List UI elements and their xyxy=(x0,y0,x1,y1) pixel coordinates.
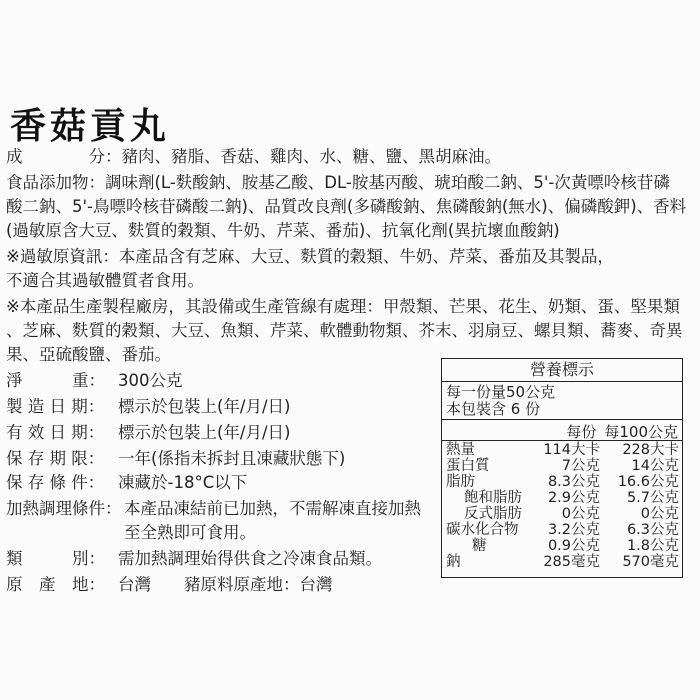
field-value: 本產品凍結前已加熱，不需解凍直接加熱 xyxy=(124,499,421,518)
nutrition-row xyxy=(442,539,682,555)
per-serving-value: 0.9公克 xyxy=(547,538,600,554)
manufacture-date-row xyxy=(6,396,291,418)
field-value: 標示於包裝上(年/月/日) xyxy=(118,423,291,442)
nutrition-row xyxy=(442,555,682,571)
heating-row-cont: 至全熟即可食用。 xyxy=(124,523,256,542)
field-value: 一年(係指未拆封且凍藏狀態下) xyxy=(118,449,346,468)
category-row xyxy=(6,548,382,570)
field-key: 有 效 日 期： xyxy=(6,423,105,442)
additives-line-1 xyxy=(6,172,670,194)
per-serving-value: 8.3公克 xyxy=(547,474,600,490)
field-key: 淨 重： xyxy=(6,371,105,390)
field-key: 類 別： xyxy=(6,549,105,568)
nutrient-name: 脂肪 xyxy=(446,474,475,490)
divider xyxy=(442,419,682,420)
additives-text-1: 調味劑(L-麩酸鈉、胺基乙酸、DL-胺基丙酸、琥珀酸二鈉、5'-次黃嘌呤核苷磷 xyxy=(105,173,670,192)
per-serving-value: 285毫克 xyxy=(543,554,600,570)
per-serving-value: 0公克 xyxy=(561,506,600,522)
nutrition-row xyxy=(442,491,682,507)
heating-row xyxy=(6,498,421,520)
facility-line-1: ※本產品生產製程廠房，其設備或生產管線有處理：甲殼類、芒果、花生、奶類、蛋、堅果類 xyxy=(6,297,680,316)
facility-line-3: 果、亞硫酸鹽、番茄。 xyxy=(6,345,171,364)
per-100g-value: 570毫克 xyxy=(622,554,679,570)
field-key: 製 造 日 期： xyxy=(6,397,105,416)
nutrition-table xyxy=(441,358,683,578)
field-value: 需加熱調理始得供食之冷凍食品類。 xyxy=(118,549,382,568)
facility-line-2: 、芝麻、麩質的穀類、大豆、魚類、芹菜、軟體動物類、芥末、羽扇豆、螺貝類、蕎麥、奇異 xyxy=(6,321,683,340)
per-100g-value: 16.6公克 xyxy=(617,474,679,490)
field-value: 標示於包裝上(年/月/日) xyxy=(118,397,291,416)
additives-key: 食品添加物： xyxy=(6,173,105,192)
nutrient-name: 糖 xyxy=(472,538,487,554)
nutrition-row xyxy=(442,507,682,523)
nutrient-name: 鈉 xyxy=(446,554,461,570)
field-key: 原 產 地： xyxy=(6,575,105,594)
additives-line-2: 酸二鈉、5'-鳥嘌呤核苷磷酸二鈉)、品質改良劑(多磷酸鈉、焦磷酸鈉(無水)、偏磷酸鉀)、香料 xyxy=(6,197,687,216)
storage-row xyxy=(6,472,247,494)
product-title: 香菇貢丸 xyxy=(10,105,171,147)
nutrition-row xyxy=(442,523,682,539)
origin-row xyxy=(6,574,333,596)
servings-per-pack: 本包裝含 6 份 xyxy=(446,400,541,418)
allergen-line-2: 不適合其過敏體質者食用。 xyxy=(6,271,204,290)
serving-size: 每一份量50公克 xyxy=(446,383,556,401)
nutrition-heading: 營養標示 xyxy=(442,359,682,382)
nutrition-row xyxy=(442,443,682,459)
col-per-serving: 每份 xyxy=(566,423,597,441)
per-100g-value: 0公克 xyxy=(640,506,679,522)
column-headers xyxy=(558,421,678,442)
per-100g-value: 14公克 xyxy=(631,458,679,474)
ingredients-key: 成 分： xyxy=(6,147,122,166)
shelf-life-row xyxy=(6,448,345,470)
net-weight-row xyxy=(6,370,183,392)
field-key: 保 存 期 限： xyxy=(6,449,105,468)
allergen-line-1: ※過敏原資訊：本產品含有芝麻、大豆、麩質的穀類、牛奶、芹菜、番茄及其製品， xyxy=(6,247,614,266)
additives-line-3: (過敏原含大豆、麩質的穀類、牛奶、芹菜、番茄)、抗氧化劑(異抗壞血酸鈉) xyxy=(6,221,560,240)
nutrient-name: 蛋白質 xyxy=(446,458,490,474)
ingredients-line xyxy=(6,146,501,168)
per-serving-value: 114大卡 xyxy=(543,442,600,458)
nutrition-row xyxy=(442,475,682,491)
col-per-100g: 每100公克 xyxy=(604,423,678,441)
per-100g-value: 1.8公克 xyxy=(626,538,679,554)
nutrient-name: 碳水化合物 xyxy=(446,522,519,538)
per-serving-value: 2.9公克 xyxy=(547,490,600,506)
field-value: 台灣 豬原料原產地：台灣 xyxy=(118,575,333,594)
divider xyxy=(442,440,682,441)
ingredients-value: 豬肉、豬脂、香菇、雞肉、水、糖、鹽、黑胡麻油。 xyxy=(121,147,501,166)
per-serving-value: 7公克 xyxy=(561,458,600,474)
nutrition-row xyxy=(442,459,682,475)
per-serving-value: 3.2公克 xyxy=(547,522,600,538)
expiry-date-row xyxy=(6,422,291,444)
per-100g-value: 228大卡 xyxy=(622,442,679,458)
field-key: 保 存 條 件： xyxy=(6,473,105,492)
field-value: 300公克 xyxy=(118,371,183,390)
nutrient-name: 反式脂肪 xyxy=(464,506,522,522)
per-100g-value: 5.7公克 xyxy=(626,490,679,506)
nutrient-name: 飽和脂肪 xyxy=(464,490,522,506)
field-value: 凍藏於-18°C以下 xyxy=(118,473,248,492)
nutrient-name: 熱量 xyxy=(446,442,475,458)
per-100g-value: 6.3公克 xyxy=(626,522,679,538)
field-key: 加熱調理條件： xyxy=(6,499,122,518)
